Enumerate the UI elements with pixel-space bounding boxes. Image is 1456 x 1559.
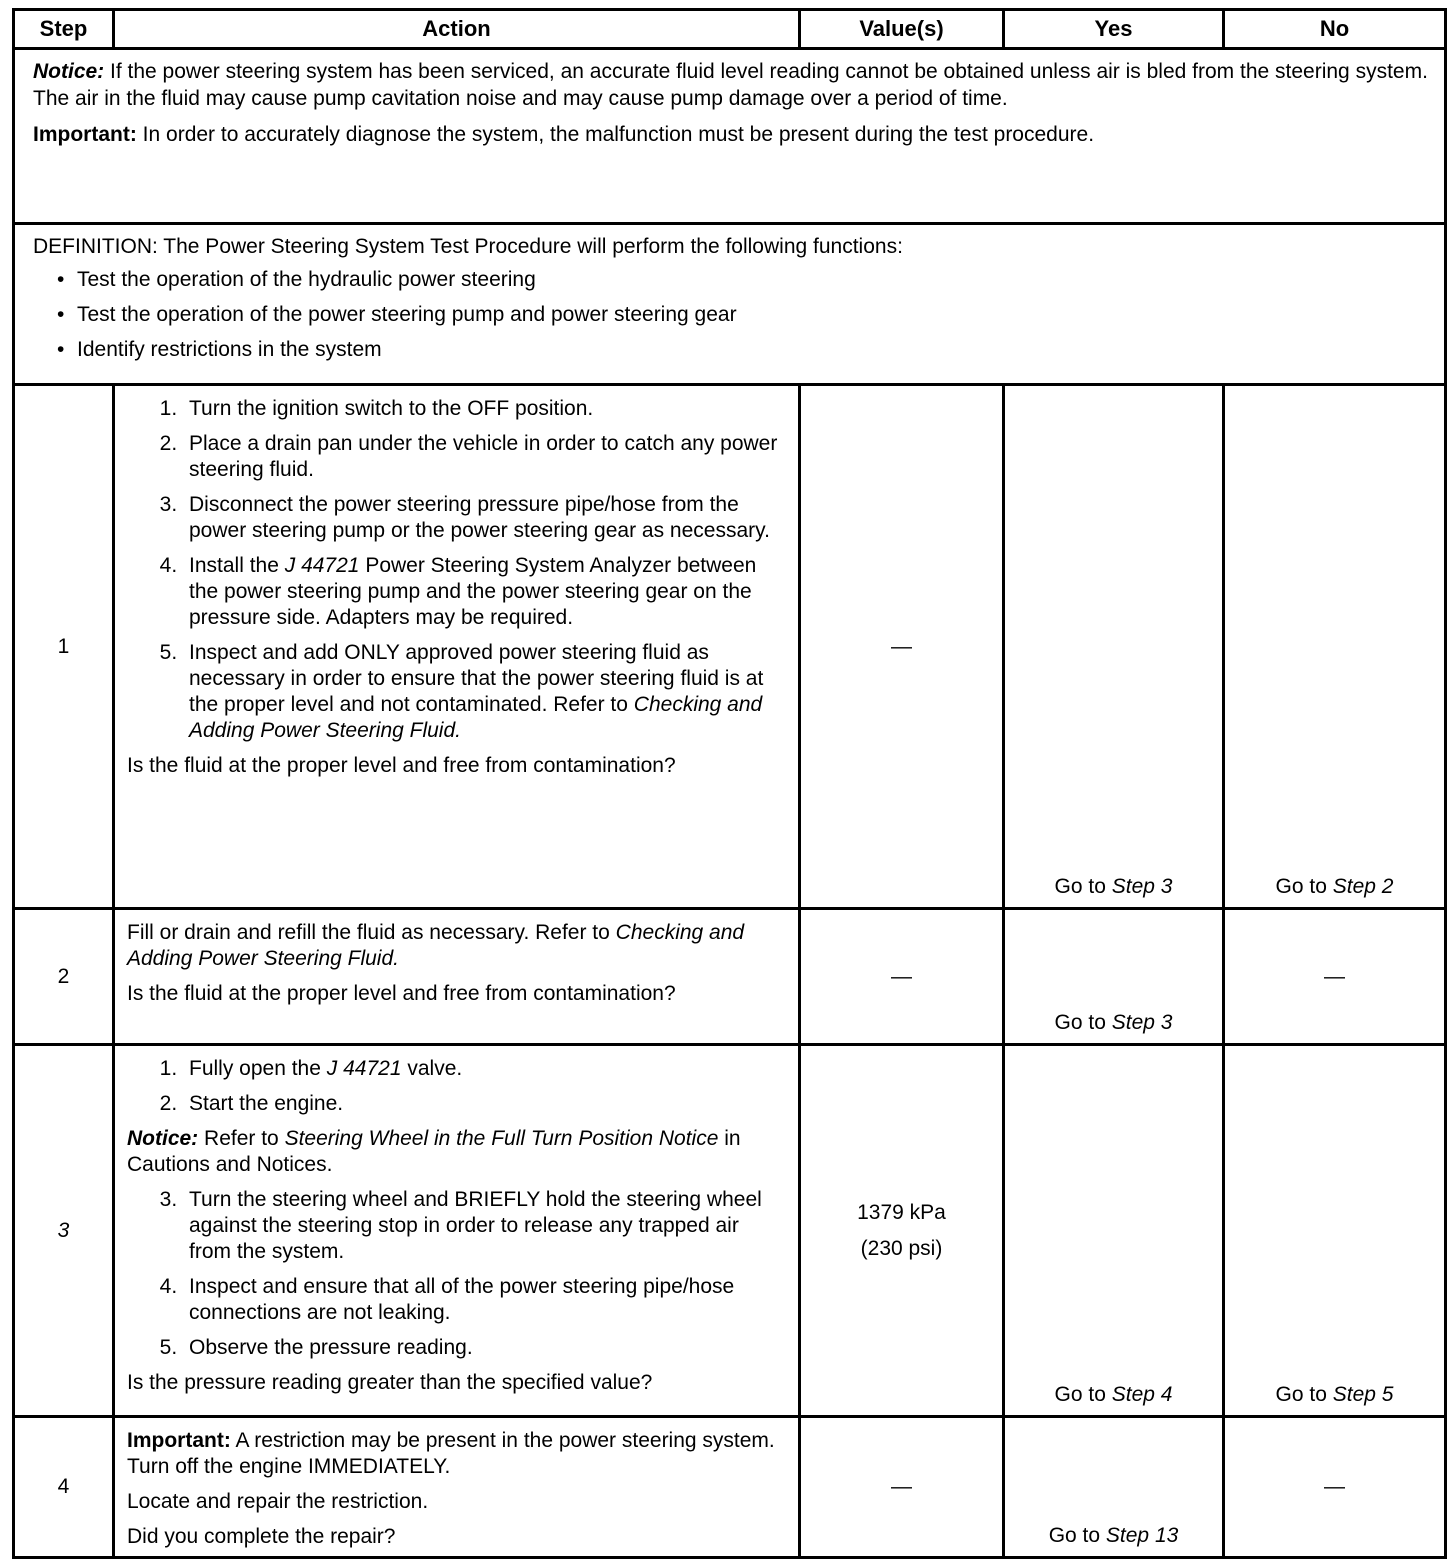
goto-label: Go to: [1054, 875, 1106, 898]
question: Is the fluid at the proper level and free from contamination?: [127, 754, 676, 777]
definition-bullet: • Test the operation of the power steering pump and power steering gear: [77, 301, 1428, 328]
action-steps: [127, 1187, 786, 1361]
notice-label: Notice:: [33, 60, 105, 83]
action-text: Locate and repair the restriction.: [127, 1490, 429, 1513]
important-paragraph: [127, 1428, 786, 1480]
procedure-link[interactable]: Checking and Adding Power Steering Fluid.: [189, 693, 763, 742]
action-step: [183, 1056, 786, 1082]
definition-intro: DEFINITION: The Power Steering System Test Procedure will perform the following functions:: [33, 235, 903, 258]
definition-bullet: • Identify restrictions in the system: [77, 336, 1428, 363]
definition-bullet: • Test the operation of the hydraulic power steering: [77, 266, 1428, 293]
yes-cell: [1004, 1045, 1224, 1417]
header-step: Step: [14, 10, 114, 49]
important-label: Important:: [33, 123, 137, 146]
no-cell: [1224, 385, 1446, 909]
notice-cell: [14, 49, 1446, 224]
action-step: 3. Disconnect the power steering pressure pipe/hose from the power steering pump or the power steering gear as necessary.: [183, 492, 786, 544]
step-text: Fully open the: [189, 1057, 321, 1080]
header-no: No: [1224, 10, 1446, 49]
step-number: 2: [14, 909, 114, 1045]
definition-cell: [14, 224, 1446, 385]
notice-row: [14, 49, 1446, 224]
notice-paragraph: [33, 58, 1428, 112]
step-text: Inspect and add ONLY approved power steering fluid as necessary in order to ensure that the power steering fluid is at the proper level and not contaminated. Refer to: [189, 641, 764, 716]
goto-label: Go to: [1048, 1524, 1101, 1547]
goto-label: Go to: [1054, 1383, 1106, 1406]
header-yes: Yes: [1004, 10, 1224, 49]
notice-label: Notice:: [127, 1127, 199, 1150]
goto-label: Go to: [1275, 1383, 1327, 1406]
step-number: 3: [14, 1045, 114, 1417]
no-step-link[interactable]: Step 2: [1332, 875, 1394, 898]
value-psi: (230 psi): [860, 1236, 943, 1260]
goto-label: Go to: [1054, 1011, 1106, 1034]
header-values: Value(s): [800, 10, 1004, 49]
diagnostic-table: [12, 8, 1447, 1559]
question: Is the pressure reading greater than the specified value?: [127, 1371, 653, 1394]
no-cell: —: [1224, 909, 1446, 1045]
step-row-4: [14, 1417, 1446, 1558]
step-row-2: [14, 909, 1446, 1045]
action-step: 2. Start the engine.: [183, 1091, 786, 1117]
action-step: 2. Place a drain pan under the vehicle in order to catch any power steering fluid.: [183, 431, 786, 483]
question: Is the fluid at the proper level and free from contamination?: [127, 982, 676, 1005]
value-kpa: 1379 kPa: [857, 1200, 946, 1224]
yes-step-link[interactable]: Step 3: [1111, 1011, 1173, 1034]
header-row: [14, 10, 1446, 49]
tool-reference: J 44721: [284, 554, 360, 577]
definition-list: [33, 266, 1428, 363]
step-text: Power Steering System Analyzer between the power steering pump and the power steering gear on the pressure side. Adapters may be required.: [189, 554, 757, 629]
action-cell: [114, 385, 800, 909]
important-text: A restriction may be present in the power steering system. Turn off the engine IMMEDIATELY.: [127, 1429, 775, 1478]
question: Did you complete the repair?: [127, 1525, 396, 1548]
step-row-3: [14, 1045, 1446, 1417]
procedure-link[interactable]: Checking and Adding Power Steering Fluid.: [127, 921, 745, 970]
step-row-1: [14, 385, 1446, 909]
step-number: 1: [14, 385, 114, 909]
notice-link[interactable]: Steering Wheel in the Full Turn Position Notice: [284, 1127, 719, 1150]
action-step: 4. Inspect and ensure that all of the power steering pipe/hose connections are not leaking.: [183, 1274, 786, 1326]
notice-paragraph: [127, 1126, 786, 1178]
action-step: 5. Observe the pressure reading.: [183, 1335, 786, 1361]
header-action: Action: [114, 10, 800, 49]
action-step: [183, 553, 786, 631]
important-text: In order to accurately diagnose the system, the malfunction must be present during the test procedure.: [142, 123, 1095, 146]
yes-cell: [1004, 1417, 1224, 1558]
tool-reference: J 44721: [326, 1057, 402, 1080]
step-text: Fill or drain and refill the fluid as necessary. Refer to: [127, 921, 610, 944]
no-cell: —: [1224, 1417, 1446, 1558]
step-text: Install the: [189, 554, 279, 577]
action-step: 1. Turn the ignition switch to the OFF position.: [183, 396, 786, 422]
step-number: 4: [14, 1417, 114, 1558]
action-text: [127, 920, 786, 972]
goto-label: Go to: [1275, 875, 1327, 898]
action-cell: [114, 1045, 800, 1417]
value-cell: [800, 1045, 1004, 1417]
important-paragraph: [33, 121, 1428, 148]
action-step: 3. Turn the steering wheel and BRIEFLY hold the steering wheel against the steering stop in order to release any trapped air from the system.: [183, 1187, 786, 1265]
yes-step-link[interactable]: Step 4: [1111, 1383, 1173, 1406]
definition-row: [14, 224, 1446, 385]
value-cell: —: [800, 909, 1004, 1045]
yes-step-link[interactable]: Step 3: [1111, 875, 1173, 898]
action-cell: [114, 1417, 800, 1558]
value-cell: —: [800, 1417, 1004, 1558]
value-cell: —: [800, 385, 1004, 909]
notice-text: Refer to: [204, 1127, 279, 1150]
action-steps: [127, 396, 786, 744]
important-label: Important:: [127, 1429, 231, 1452]
action-steps: [127, 1056, 786, 1117]
yes-cell: [1004, 385, 1224, 909]
notice-text: in Cautions and Notices.: [127, 1127, 741, 1176]
action-cell: [114, 909, 800, 1045]
no-cell: [1224, 1045, 1446, 1417]
yes-step-link[interactable]: Step 13: [1105, 1524, 1179, 1547]
action-step: [183, 640, 786, 744]
step-text: valve.: [407, 1057, 463, 1080]
no-step-link[interactable]: Step 5: [1332, 1383, 1394, 1406]
yes-cell: [1004, 909, 1224, 1045]
notice-text: If the power steering system has been serviced, an accurate fluid level reading cannot be obtained unless air is bled from the steering system. The air in the fluid may cause pump cavitation noise and may cause pump damage over a period of time.: [33, 60, 1428, 110]
